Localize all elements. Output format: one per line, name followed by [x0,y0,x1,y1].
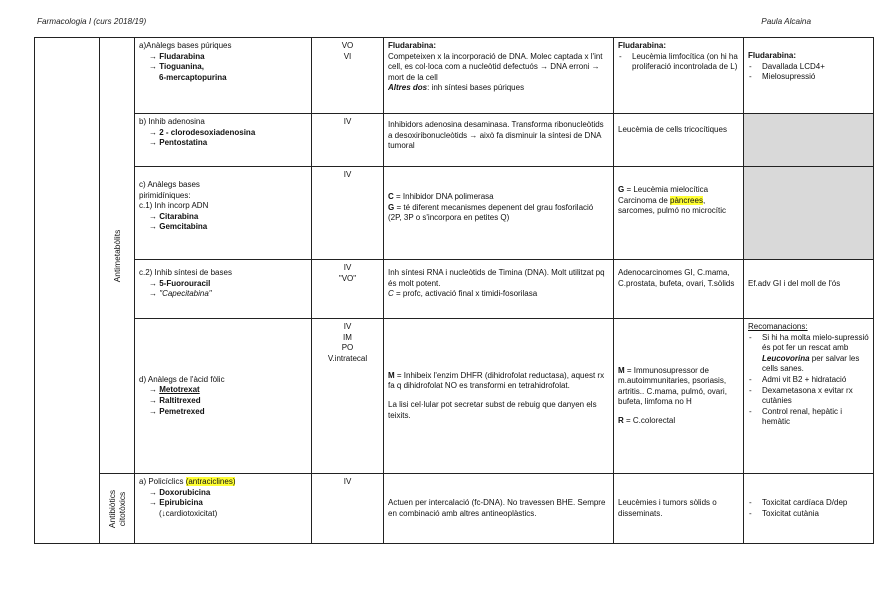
section-label: Antibiòtics citotòxics [107,489,127,528]
drug-item: → 2 - clorodesoxiadenosina [149,127,256,137]
route-cell: IV [312,114,384,167]
empty-grey-cell [744,114,874,167]
arrow-right-icon: → [149,396,157,405]
mechanism-cell: C = Inhibidor DNA polimerasa G = té diferent mecanismes depenent del grau fosforilació (2P, 3P o s'incorpora en petites Q) [384,167,614,260]
arrow-right-icon: → [149,127,157,137]
drug-item: → "Capecitabina" [149,289,212,299]
empty-grey-cell [744,167,874,260]
drug-item: → Raltitrexed [149,396,201,405]
indication-cell: Leucèmies i tumors sòlids o disseminats. [614,474,744,544]
indication-cell: G = Leucèmia mielocítica Carcinoma de pàncrees, sarcomes, pulmó no microcític [614,167,744,260]
route-cell: IV [312,167,384,260]
outer-margin-cell [35,38,100,544]
list-item: - Admi vit B2 + hidratació [748,375,869,386]
arrow-right-icon: → [149,385,157,395]
highlighted-text: (antraciclines) [185,477,236,486]
arrow-right-icon: → [149,211,157,221]
adverse-effects-cell: Fludarabina: - Davallada LCD4+ - Mielosupressió [744,38,874,114]
drug-item: → Pemetrexed [149,406,205,416]
adverse-effects-cell: Ef.adv GI i del moll de l'ós [744,260,874,319]
drug-item: → Tioguanina, [149,62,204,72]
table-row [35,260,874,319]
highlighted-text: pàncrees [670,195,703,205]
drug-group-cell: a) Policíclics (antraciclines) → Doxorubicina → Epirubicina (↓cardiotoxicitat) [135,474,312,544]
list-item: - Control renal, hepàtic i hemàtic [748,407,869,428]
pharmacology-table [34,37,874,544]
indication-cell: M = Immunosupressor de m.autoimmunitaries, psoriasis, artritis.. C.mama, pulmó, ovari, bufeta, limfoma no H R = C.colorectal [614,319,744,474]
drug-item: → Gemcitabina [149,222,208,232]
list-item: - Leucèmia limfocítica (on hi ha proliferació incontrolada de L) [618,52,739,73]
arrow-right-icon: → [149,222,157,232]
arrow-right-icon: → [149,406,157,416]
drug-item: 6-mercaptopurina [159,72,227,82]
table-row [35,474,874,544]
drug-group-cell: d) Anàlegs de l'àcid fòlic → Metotrexat → Raltitrexed → Pemetrexed [135,319,312,474]
list-item: - Davallada LCD4+ [748,62,869,73]
route-cell: IV [312,474,384,544]
adverse-effects-cell [744,474,874,544]
arrow-right-icon: → [149,498,157,508]
adverse-effects-cell: Recomanacions: - Si hi ha molta mielo-supressió és pot fer un rescat amb Leucovorina per salvar les cells sanes. - Admi vit B2 + hidratació - Dexametasona x evitar rx cutànies - Control renal, hepàtic i hemàtic [744,319,874,474]
list-item: - Toxicitat cutània [748,509,869,520]
table-row [35,114,874,167]
drug-item: → Doxorubicina [149,487,211,497]
arrow-right-icon: → [149,487,157,497]
drug-item: → Citarabina [149,211,199,221]
table-row [35,38,874,114]
list-item: - Si hi ha molta mielo-supressió és pot fer un rescat amb Leucovorina per salvar les cells sanes. [748,333,869,375]
mechanism-cell: Actuen per intercalació (fc-DNA). No travessen BHE. Sempre en combinació amb altres antineoplàstics. [384,474,614,544]
section-label: Antimetabòlits [112,229,122,282]
table-row [35,319,874,474]
section-antibiotics [100,474,135,544]
arrow-right-icon: → [149,62,157,72]
indication-cell: Fludarabina: - Leucèmia limfocítica (on hi ha proliferació incontrolada de L) [614,38,744,114]
indication-cell: Adenocarcinomes GI, C.mama, C.prostata, bufeta, ovari, T.sòlids [614,260,744,319]
drug-group-cell: b) Inhib adenosina → 2 - clorodesoxiadenosina → Pentostatina [135,114,312,167]
route-cell: IV "VO" [312,260,384,319]
arrow-right-icon: → [149,138,157,148]
drug-item: → 5-Fuorouracil [149,278,211,288]
drug-group-cell: c) Anàlegs bases pirimidíniques: c.1) Inh incorp ADN → Citarabina → Gemcitabina [135,167,312,260]
list-item: - Mielosupressió [748,72,869,83]
list-item: - Dexametasona x evitar rx cutànies [748,386,869,407]
route-cell: IV IM PO V.intratecal [312,319,384,474]
page-header-left: Farmacologia I (curs 2018/19) [37,17,147,26]
drug-item: → Fludarabina [149,51,205,61]
mechanism-cell: Inh síntesi RNA i nucleòtids de Timina (DNA). Molt utilitzat pq és molt potent. C = profc, activació final x timidi-fosorilasa [384,260,614,319]
drug-item: → Metotrexat [149,385,200,395]
table-row [35,167,874,260]
drug-item: → Pentostatina [149,138,208,148]
list-item: - Toxicitat cardíaca D/dep [748,498,869,509]
mechanism-cell: Fludarabina: Competeixen x la incorporació de DNA. Molec captada x l'int cell, es col·loca com a nucleòtid defectuós → DNA erroni → mort de la cell Altres dos: inh síntesi bases púriques [384,38,614,114]
arrow-right-icon: → [149,278,157,288]
drug-item: → Epirubicina [149,498,203,508]
arrow-right-icon: → [149,289,157,299]
indication-cell: Leucèmia de cells tricocítiques [614,114,744,167]
page-header-right: Paula Alcaina [761,17,811,26]
section-antimetabolits [100,38,135,474]
route-cell: VO VI [312,38,384,114]
mechanism-cell: Inhibidors adenosina desaminasa. Transforma ribonucleòtids a desoxiribonucleòtids → això fa disminuir la síntesi de DNA tumoral [384,114,614,167]
drug-group-cell [135,38,312,114]
drug-group-cell: c.2) Inhib síntesi de bases → 5-Fuorouracil → "Capecitabina" [135,260,312,319]
arrow-right-icon: → [149,51,157,61]
group-title: a)Anàlegs bases púriques [139,41,232,50]
mechanism-cell: M = Inhibeix l'enzim DHFR (dihidrofolat reductasa), aquest rx fa q dihidrofolat NO es transformi en tetrahidrofolat. La lisi cel·lular pot secretar subst de rebuig que danyen els teixits. [384,319,614,474]
